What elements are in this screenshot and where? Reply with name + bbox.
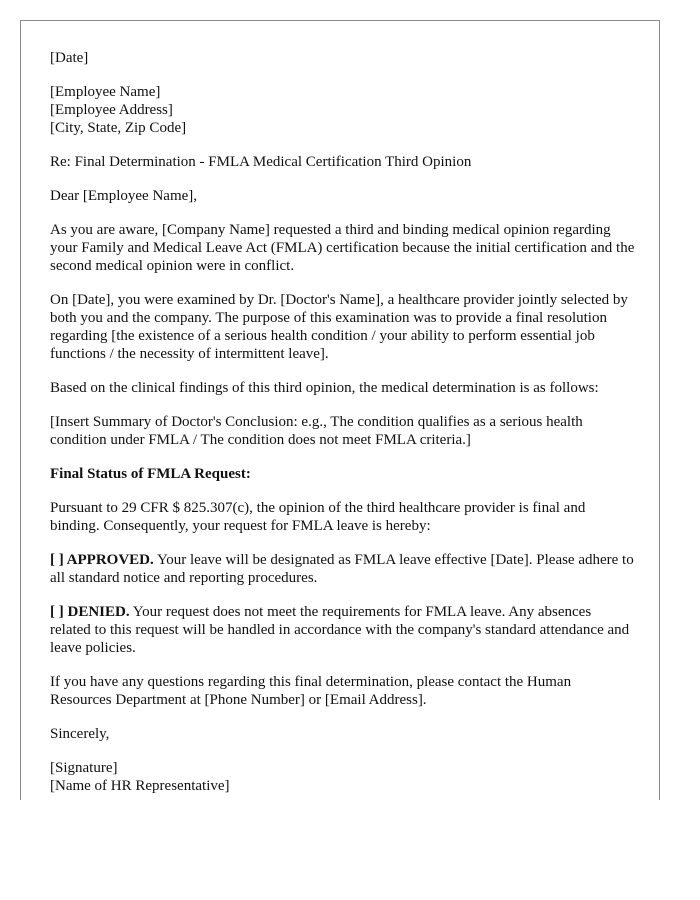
denied-option bbox=[50, 603, 635, 657]
approved-checkbox-label: [ ] APPROVED. bbox=[50, 552, 154, 568]
recipient-address-block bbox=[50, 83, 635, 137]
paragraph-findings: Based on the clinical findings of this third opinion, the medical determination is as follows: bbox=[50, 380, 599, 396]
subject-line: Re: Final Determination - FMLA Medical Certification Third Opinion bbox=[50, 154, 472, 170]
paragraph-regulation: Pursuant to 29 CFR $ 825.307(c), the opinion of the third healthcare provider is final and binding. Consequently, your request for FMLA leave is hereby: bbox=[50, 500, 586, 534]
signature-block bbox=[50, 759, 635, 795]
letter-page bbox=[20, 20, 660, 800]
paragraph-request: As you are aware, [Company Name] requested a third and binding medical opinion regarding your Family and Medical Leave Act (FMLA) certification because the initial certification and the second medical opinion were in conflict. bbox=[50, 222, 635, 274]
city-state-zip: [City, State, Zip Code] bbox=[50, 120, 187, 136]
signer-name: [Name of HR Representative] bbox=[50, 778, 230, 794]
status-heading: Final Status of FMLA Request: bbox=[50, 466, 251, 482]
denied-text: Your request does not meet the requirements for FMLA leave. Any absences related to this request will be handled in accordance with the company's standard attendance and leave policies. bbox=[50, 604, 630, 656]
signature: [Signature] bbox=[50, 760, 118, 776]
employee-address: [Employee Address] bbox=[50, 102, 173, 118]
date-line bbox=[50, 49, 635, 67]
employee-name: [Employee Name] bbox=[50, 84, 161, 100]
closing: Sincerely, bbox=[50, 726, 110, 742]
date: [Date] bbox=[50, 50, 89, 66]
letter-body bbox=[50, 49, 635, 800]
paragraph-contact: If you have any questions regarding this final determination, please contact the Human Resources Department at [Phone Number] or [Email Address]. bbox=[50, 674, 572, 708]
salutation: Dear [Employee Name], bbox=[50, 188, 198, 204]
paragraph-conclusion-summary: [Insert Summary of Doctor's Conclusion: e.g., The condition qualifies as a serious health condition under FMLA / The condition does not meet FMLA criteria.] bbox=[50, 414, 583, 448]
approved-text: Your leave will be designated as FMLA leave effective [Date]. Please adhere to all standard notice and reporting procedures. bbox=[50, 552, 634, 586]
denied-checkbox-label: [ ] DENIED. bbox=[50, 604, 130, 620]
approved-option bbox=[50, 551, 635, 587]
paragraph-examination: On [Date], you were examined by Dr. [Doctor's Name], a healthcare provider jointly selected by both you and the company. The purpose of this examination was to provide a final resolution regarding [the existence of a serious health condition / your ability to perform essential job functions / the necessity of intermittent leave]. bbox=[50, 292, 628, 362]
